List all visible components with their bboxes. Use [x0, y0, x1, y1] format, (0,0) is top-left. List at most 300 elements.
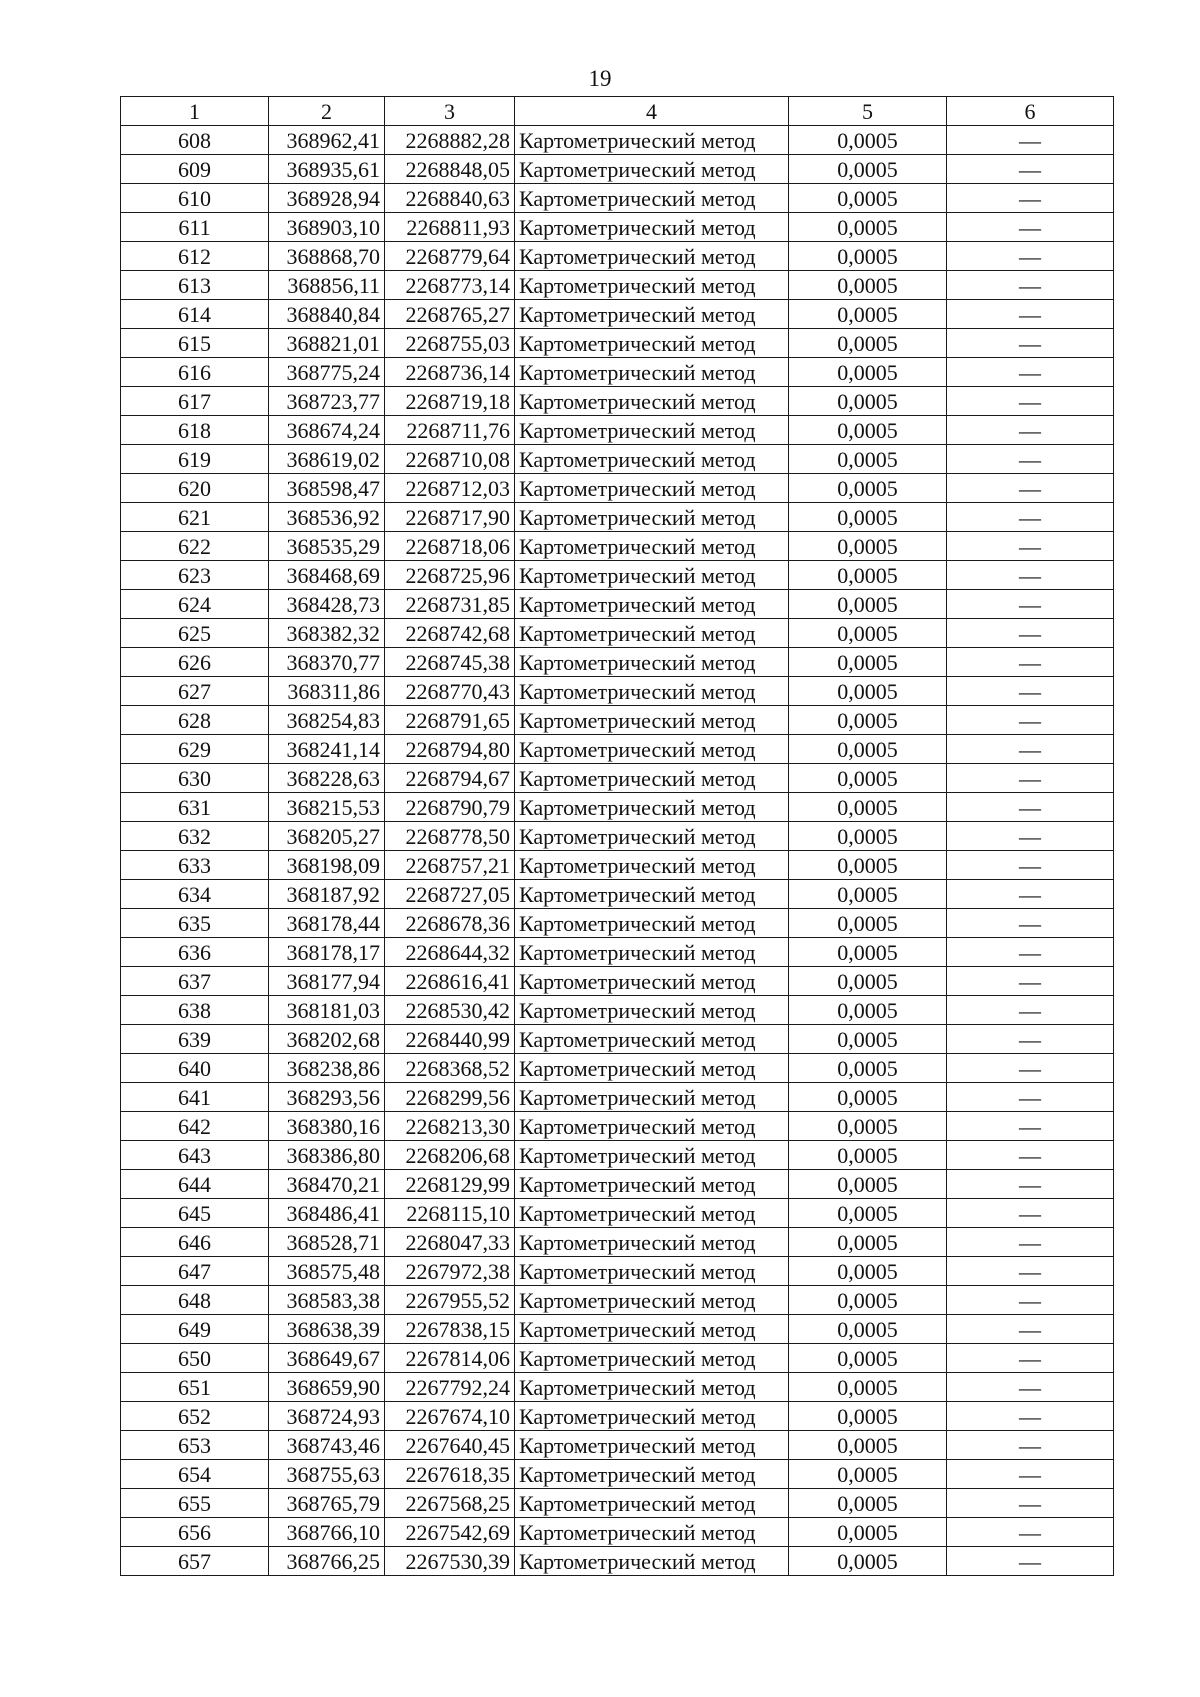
accuracy-cell: 0,0005 [789, 1286, 947, 1315]
point-number-cell: 636 [121, 938, 269, 967]
x-coordinate-cell: 368536,92 [269, 503, 385, 532]
y-coordinate-cell: 2268791,65 [385, 706, 515, 735]
method-cell: Картометрический метод [515, 1257, 789, 1286]
x-coordinate-cell: 368821,01 [269, 329, 385, 358]
y-coordinate-cell: 2268811,93 [385, 213, 515, 242]
point-number-cell: 622 [121, 532, 269, 561]
note-cell: — [947, 880, 1114, 909]
table-row [121, 793, 1114, 822]
y-coordinate-cell: 2268711,76 [385, 416, 515, 445]
table-row [121, 1547, 1114, 1576]
x-coordinate-cell: 368723,77 [269, 387, 385, 416]
y-coordinate-cell: 2267838,15 [385, 1315, 515, 1344]
point-number-cell: 634 [121, 880, 269, 909]
y-coordinate-cell: 2268717,90 [385, 503, 515, 532]
method-cell: Картометрический метод [515, 996, 789, 1025]
table-row [121, 184, 1114, 213]
x-coordinate-cell: 368962,41 [269, 126, 385, 155]
x-coordinate-cell: 368840,84 [269, 300, 385, 329]
method-cell: Картометрический метод [515, 735, 789, 764]
accuracy-cell: 0,0005 [789, 938, 947, 967]
accuracy-cell: 0,0005 [789, 329, 947, 358]
accuracy-cell: 0,0005 [789, 300, 947, 329]
x-coordinate-cell: 368382,32 [269, 619, 385, 648]
y-coordinate-cell: 2267972,38 [385, 1257, 515, 1286]
note-cell: — [947, 1025, 1114, 1054]
point-number-cell: 625 [121, 619, 269, 648]
y-coordinate-cell: 2268368,52 [385, 1054, 515, 1083]
x-coordinate-cell: 368935,61 [269, 155, 385, 184]
x-coordinate-cell: 368254,83 [269, 706, 385, 735]
accuracy-cell: 0,0005 [789, 1141, 947, 1170]
point-number-cell: 626 [121, 648, 269, 677]
y-coordinate-cell: 2267568,25 [385, 1489, 515, 1518]
accuracy-cell: 0,0005 [789, 503, 947, 532]
method-cell: Картометрический метод [515, 938, 789, 967]
method-cell: Картометрический метод [515, 1402, 789, 1431]
y-coordinate-cell: 2268778,50 [385, 822, 515, 851]
method-cell: Картометрический метод [515, 155, 789, 184]
accuracy-cell: 0,0005 [789, 416, 947, 445]
table-row [121, 126, 1114, 155]
method-cell: Картометрический метод [515, 126, 789, 155]
y-coordinate-cell: 2268882,28 [385, 126, 515, 155]
x-coordinate-cell: 368575,48 [269, 1257, 385, 1286]
table-row [121, 967, 1114, 996]
point-number-cell: 638 [121, 996, 269, 1025]
note-cell: — [947, 300, 1114, 329]
method-cell: Картометрический метод [515, 793, 789, 822]
point-number-cell: 642 [121, 1112, 269, 1141]
point-number-cell: 656 [121, 1518, 269, 1547]
accuracy-cell: 0,0005 [789, 880, 947, 909]
x-coordinate-cell: 368468,69 [269, 561, 385, 590]
note-cell: — [947, 126, 1114, 155]
accuracy-cell: 0,0005 [789, 1112, 947, 1141]
method-cell: Картометрический метод [515, 851, 789, 880]
y-coordinate-cell: 2268757,21 [385, 851, 515, 880]
table-row [121, 619, 1114, 648]
y-coordinate-cell: 2268794,67 [385, 764, 515, 793]
table-row [121, 677, 1114, 706]
accuracy-cell: 0,0005 [789, 1054, 947, 1083]
table-row [121, 329, 1114, 358]
point-number-cell: 643 [121, 1141, 269, 1170]
note-cell: — [947, 1170, 1114, 1199]
point-number-cell: 632 [121, 822, 269, 851]
method-cell: Картометрический метод [515, 1199, 789, 1228]
y-coordinate-cell: 2267640,45 [385, 1431, 515, 1460]
point-number-cell: 612 [121, 242, 269, 271]
note-cell: — [947, 1286, 1114, 1315]
method-cell: Картометрический метод [515, 213, 789, 242]
x-coordinate-cell: 368293,56 [269, 1083, 385, 1112]
method-cell: Картометрический метод [515, 764, 789, 793]
y-coordinate-cell: 2268840,63 [385, 184, 515, 213]
method-cell: Картометрический метод [515, 358, 789, 387]
method-cell: Картометрический метод [515, 474, 789, 503]
method-cell: Картометрический метод [515, 300, 789, 329]
y-coordinate-cell: 2268765,27 [385, 300, 515, 329]
accuracy-cell: 0,0005 [789, 1518, 947, 1547]
x-coordinate-cell: 368386,80 [269, 1141, 385, 1170]
table-row [121, 1431, 1114, 1460]
y-coordinate-cell: 2268710,08 [385, 445, 515, 474]
note-cell: — [947, 938, 1114, 967]
table-row [121, 1112, 1114, 1141]
accuracy-cell: 0,0005 [789, 474, 947, 503]
table-row [121, 561, 1114, 590]
y-coordinate-cell: 2268206,68 [385, 1141, 515, 1170]
table-row [121, 1199, 1114, 1228]
note-cell: — [947, 996, 1114, 1025]
note-cell: — [947, 1112, 1114, 1141]
table-row [121, 1083, 1114, 1112]
note-cell: — [947, 532, 1114, 561]
table-row [121, 1518, 1114, 1547]
note-cell: — [947, 1054, 1114, 1083]
note-cell: — [947, 1460, 1114, 1489]
accuracy-cell: 0,0005 [789, 532, 947, 561]
accuracy-cell: 0,0005 [789, 1083, 947, 1112]
header-col-1: 1 [121, 97, 269, 126]
y-coordinate-cell: 2268731,85 [385, 590, 515, 619]
accuracy-cell: 0,0005 [789, 126, 947, 155]
note-cell: — [947, 967, 1114, 996]
point-number-cell: 624 [121, 590, 269, 619]
x-coordinate-cell: 368380,16 [269, 1112, 385, 1141]
accuracy-cell: 0,0005 [789, 1257, 947, 1286]
method-cell: Картометрический метод [515, 242, 789, 271]
y-coordinate-cell: 2268742,68 [385, 619, 515, 648]
header-col-4: 4 [515, 97, 789, 126]
note-cell: — [947, 271, 1114, 300]
accuracy-cell: 0,0005 [789, 706, 947, 735]
point-number-cell: 610 [121, 184, 269, 213]
point-number-cell: 619 [121, 445, 269, 474]
x-coordinate-cell: 368228,63 [269, 764, 385, 793]
method-cell: Картометрический метод [515, 648, 789, 677]
point-number-cell: 621 [121, 503, 269, 532]
x-coordinate-cell: 368177,94 [269, 967, 385, 996]
y-coordinate-cell: 2268644,32 [385, 938, 515, 967]
point-number-cell: 654 [121, 1460, 269, 1489]
y-coordinate-cell: 2268794,80 [385, 735, 515, 764]
table-row [121, 387, 1114, 416]
method-cell: Картометрический метод [515, 387, 789, 416]
y-coordinate-cell: 2267530,39 [385, 1547, 515, 1576]
accuracy-cell: 0,0005 [789, 909, 947, 938]
method-cell: Картометрический метод [515, 590, 789, 619]
point-number-cell: 653 [121, 1431, 269, 1460]
point-number-cell: 641 [121, 1083, 269, 1112]
accuracy-cell: 0,0005 [789, 590, 947, 619]
table-row [121, 300, 1114, 329]
table-row [121, 909, 1114, 938]
method-cell: Картометрический метод [515, 184, 789, 213]
note-cell: — [947, 155, 1114, 184]
note-cell: — [947, 242, 1114, 271]
accuracy-cell: 0,0005 [789, 213, 947, 242]
accuracy-cell: 0,0005 [789, 271, 947, 300]
table-row [121, 155, 1114, 184]
note-cell: — [947, 561, 1114, 590]
method-cell: Картометрический метод [515, 561, 789, 590]
point-number-cell: 611 [121, 213, 269, 242]
x-coordinate-cell: 368674,24 [269, 416, 385, 445]
table-row [121, 445, 1114, 474]
table-row [121, 1228, 1114, 1257]
header-col-6: 6 [947, 97, 1114, 126]
x-coordinate-cell: 368928,94 [269, 184, 385, 213]
accuracy-cell: 0,0005 [789, 242, 947, 271]
header-col-3: 3 [385, 97, 515, 126]
point-number-cell: 608 [121, 126, 269, 155]
method-cell: Картометрический метод [515, 532, 789, 561]
point-number-cell: 630 [121, 764, 269, 793]
x-coordinate-cell: 368619,02 [269, 445, 385, 474]
point-number-cell: 618 [121, 416, 269, 445]
method-cell: Картометрический метод [515, 271, 789, 300]
note-cell: — [947, 706, 1114, 735]
table-row [121, 1286, 1114, 1315]
note-cell: — [947, 1373, 1114, 1402]
point-number-cell: 645 [121, 1199, 269, 1228]
accuracy-cell: 0,0005 [789, 1344, 947, 1373]
note-cell: — [947, 1141, 1114, 1170]
method-cell: Картометрический метод [515, 1460, 789, 1489]
x-coordinate-cell: 368470,21 [269, 1170, 385, 1199]
method-cell: Картометрический метод [515, 445, 789, 474]
note-cell: — [947, 1518, 1114, 1547]
y-coordinate-cell: 2268115,10 [385, 1199, 515, 1228]
table-row [121, 590, 1114, 619]
x-coordinate-cell: 368766,25 [269, 1547, 385, 1576]
x-coordinate-cell: 368765,79 [269, 1489, 385, 1518]
point-number-cell: 617 [121, 387, 269, 416]
y-coordinate-cell: 2268440,99 [385, 1025, 515, 1054]
x-coordinate-cell: 368486,41 [269, 1199, 385, 1228]
x-coordinate-cell: 368181,03 [269, 996, 385, 1025]
y-coordinate-cell: 2268530,42 [385, 996, 515, 1025]
table-row [121, 416, 1114, 445]
accuracy-cell: 0,0005 [789, 1315, 947, 1344]
point-number-cell: 640 [121, 1054, 269, 1083]
table-row [121, 1025, 1114, 1054]
y-coordinate-cell: 2267618,35 [385, 1460, 515, 1489]
accuracy-cell: 0,0005 [789, 1402, 947, 1431]
x-coordinate-cell: 368903,10 [269, 213, 385, 242]
y-coordinate-cell: 2268213,30 [385, 1112, 515, 1141]
method-cell: Картометрический метод [515, 1054, 789, 1083]
accuracy-cell: 0,0005 [789, 648, 947, 677]
method-cell: Картометрический метод [515, 619, 789, 648]
x-coordinate-cell: 368215,53 [269, 793, 385, 822]
accuracy-cell: 0,0005 [789, 996, 947, 1025]
table-row [121, 1141, 1114, 1170]
point-number-cell: 629 [121, 735, 269, 764]
y-coordinate-cell: 2268616,41 [385, 967, 515, 996]
x-coordinate-cell: 368178,17 [269, 938, 385, 967]
method-cell: Картометрический метод [515, 1025, 789, 1054]
table-row [121, 242, 1114, 271]
table-row [121, 996, 1114, 1025]
method-cell: Картометрический метод [515, 1431, 789, 1460]
point-number-cell: 616 [121, 358, 269, 387]
method-cell: Картометрический метод [515, 1228, 789, 1257]
x-coordinate-cell: 368238,86 [269, 1054, 385, 1083]
accuracy-cell: 0,0005 [789, 619, 947, 648]
accuracy-cell: 0,0005 [789, 677, 947, 706]
point-number-cell: 614 [121, 300, 269, 329]
note-cell: — [947, 648, 1114, 677]
table-row [121, 503, 1114, 532]
note-cell: — [947, 503, 1114, 532]
accuracy-cell: 0,0005 [789, 387, 947, 416]
method-cell: Картометрический метод [515, 1518, 789, 1547]
accuracy-cell: 0,0005 [789, 822, 947, 851]
note-cell: — [947, 590, 1114, 619]
accuracy-cell: 0,0005 [789, 1547, 947, 1576]
x-coordinate-cell: 368856,11 [269, 271, 385, 300]
accuracy-cell: 0,0005 [789, 967, 947, 996]
method-cell: Картометрический метод [515, 1112, 789, 1141]
method-cell: Картометрический метод [515, 1344, 789, 1373]
point-number-cell: 657 [121, 1547, 269, 1576]
note-cell: — [947, 416, 1114, 445]
table-row [121, 1402, 1114, 1431]
method-cell: Картометрический метод [515, 880, 789, 909]
table-row [121, 938, 1114, 967]
x-coordinate-cell: 368187,92 [269, 880, 385, 909]
note-cell: — [947, 1547, 1114, 1576]
point-number-cell: 646 [121, 1228, 269, 1257]
x-coordinate-cell: 368370,77 [269, 648, 385, 677]
note-cell: — [947, 213, 1114, 242]
x-coordinate-cell: 368178,44 [269, 909, 385, 938]
method-cell: Картометрический метод [515, 329, 789, 358]
note-cell: — [947, 474, 1114, 503]
x-coordinate-cell: 368868,70 [269, 242, 385, 271]
x-coordinate-cell: 368775,24 [269, 358, 385, 387]
point-number-cell: 623 [121, 561, 269, 590]
y-coordinate-cell: 2267814,06 [385, 1344, 515, 1373]
y-coordinate-cell: 2268129,99 [385, 1170, 515, 1199]
point-number-cell: 620 [121, 474, 269, 503]
accuracy-cell: 0,0005 [789, 1170, 947, 1199]
y-coordinate-cell: 2268736,14 [385, 358, 515, 387]
x-coordinate-cell: 368766,10 [269, 1518, 385, 1547]
y-coordinate-cell: 2268755,03 [385, 329, 515, 358]
table-row [121, 1460, 1114, 1489]
method-cell: Картометрический метод [515, 1170, 789, 1199]
note-cell: — [947, 1315, 1114, 1344]
y-coordinate-cell: 2268727,05 [385, 880, 515, 909]
table-row [121, 1054, 1114, 1083]
y-coordinate-cell: 2268779,64 [385, 242, 515, 271]
note-cell: — [947, 1083, 1114, 1112]
method-cell: Картометрический метод [515, 503, 789, 532]
method-cell: Картометрический метод [515, 1141, 789, 1170]
x-coordinate-cell: 368724,93 [269, 1402, 385, 1431]
note-cell: — [947, 329, 1114, 358]
x-coordinate-cell: 368535,29 [269, 532, 385, 561]
accuracy-cell: 0,0005 [789, 1373, 947, 1402]
accuracy-cell: 0,0005 [789, 1025, 947, 1054]
point-number-cell: 615 [121, 329, 269, 358]
point-number-cell: 613 [121, 271, 269, 300]
x-coordinate-cell: 368649,67 [269, 1344, 385, 1373]
point-number-cell: 655 [121, 1489, 269, 1518]
table-row [121, 271, 1114, 300]
accuracy-cell: 0,0005 [789, 1489, 947, 1518]
note-cell: — [947, 1402, 1114, 1431]
method-cell: Картометрический метод [515, 1315, 789, 1344]
y-coordinate-cell: 2267542,69 [385, 1518, 515, 1547]
y-coordinate-cell: 2268299,56 [385, 1083, 515, 1112]
table-row [121, 880, 1114, 909]
accuracy-cell: 0,0005 [789, 1228, 947, 1257]
point-number-cell: 628 [121, 706, 269, 735]
point-number-cell: 644 [121, 1170, 269, 1199]
method-cell: Картометрический метод [515, 822, 789, 851]
note-cell: — [947, 184, 1114, 213]
table-row [121, 213, 1114, 242]
table-body [121, 126, 1114, 1576]
accuracy-cell: 0,0005 [789, 561, 947, 590]
y-coordinate-cell: 2268719,18 [385, 387, 515, 416]
table-row [121, 648, 1114, 677]
point-number-cell: 652 [121, 1402, 269, 1431]
method-cell: Картометрический метод [515, 416, 789, 445]
x-coordinate-cell: 368205,27 [269, 822, 385, 851]
table-row [121, 1315, 1114, 1344]
accuracy-cell: 0,0005 [789, 1199, 947, 1228]
table-row [121, 1489, 1114, 1518]
y-coordinate-cell: 2267674,10 [385, 1402, 515, 1431]
method-cell: Картометрический метод [515, 1489, 789, 1518]
note-cell: — [947, 1431, 1114, 1460]
y-coordinate-cell: 2268712,03 [385, 474, 515, 503]
method-cell: Картометрический метод [515, 1083, 789, 1112]
point-number-cell: 637 [121, 967, 269, 996]
accuracy-cell: 0,0005 [789, 1460, 947, 1489]
y-coordinate-cell: 2267792,24 [385, 1373, 515, 1402]
header-col-2: 2 [269, 97, 385, 126]
accuracy-cell: 0,0005 [789, 851, 947, 880]
method-cell: Картометрический метод [515, 967, 789, 996]
y-coordinate-cell: 2268725,96 [385, 561, 515, 590]
y-coordinate-cell: 2268848,05 [385, 155, 515, 184]
note-cell: — [947, 1344, 1114, 1373]
table-row [121, 1373, 1114, 1402]
x-coordinate-cell: 368598,47 [269, 474, 385, 503]
method-cell: Картометрический метод [515, 1373, 789, 1402]
method-cell: Картометрический метод [515, 706, 789, 735]
note-cell: — [947, 1228, 1114, 1257]
accuracy-cell: 0,0005 [789, 184, 947, 213]
note-cell: — [947, 793, 1114, 822]
note-cell: — [947, 735, 1114, 764]
point-number-cell: 651 [121, 1373, 269, 1402]
accuracy-cell: 0,0005 [789, 445, 947, 474]
note-cell: — [947, 445, 1114, 474]
header-col-5: 5 [789, 97, 947, 126]
note-cell: — [947, 1199, 1114, 1228]
x-coordinate-cell: 368198,09 [269, 851, 385, 880]
x-coordinate-cell: 368638,39 [269, 1315, 385, 1344]
table-row [121, 851, 1114, 880]
